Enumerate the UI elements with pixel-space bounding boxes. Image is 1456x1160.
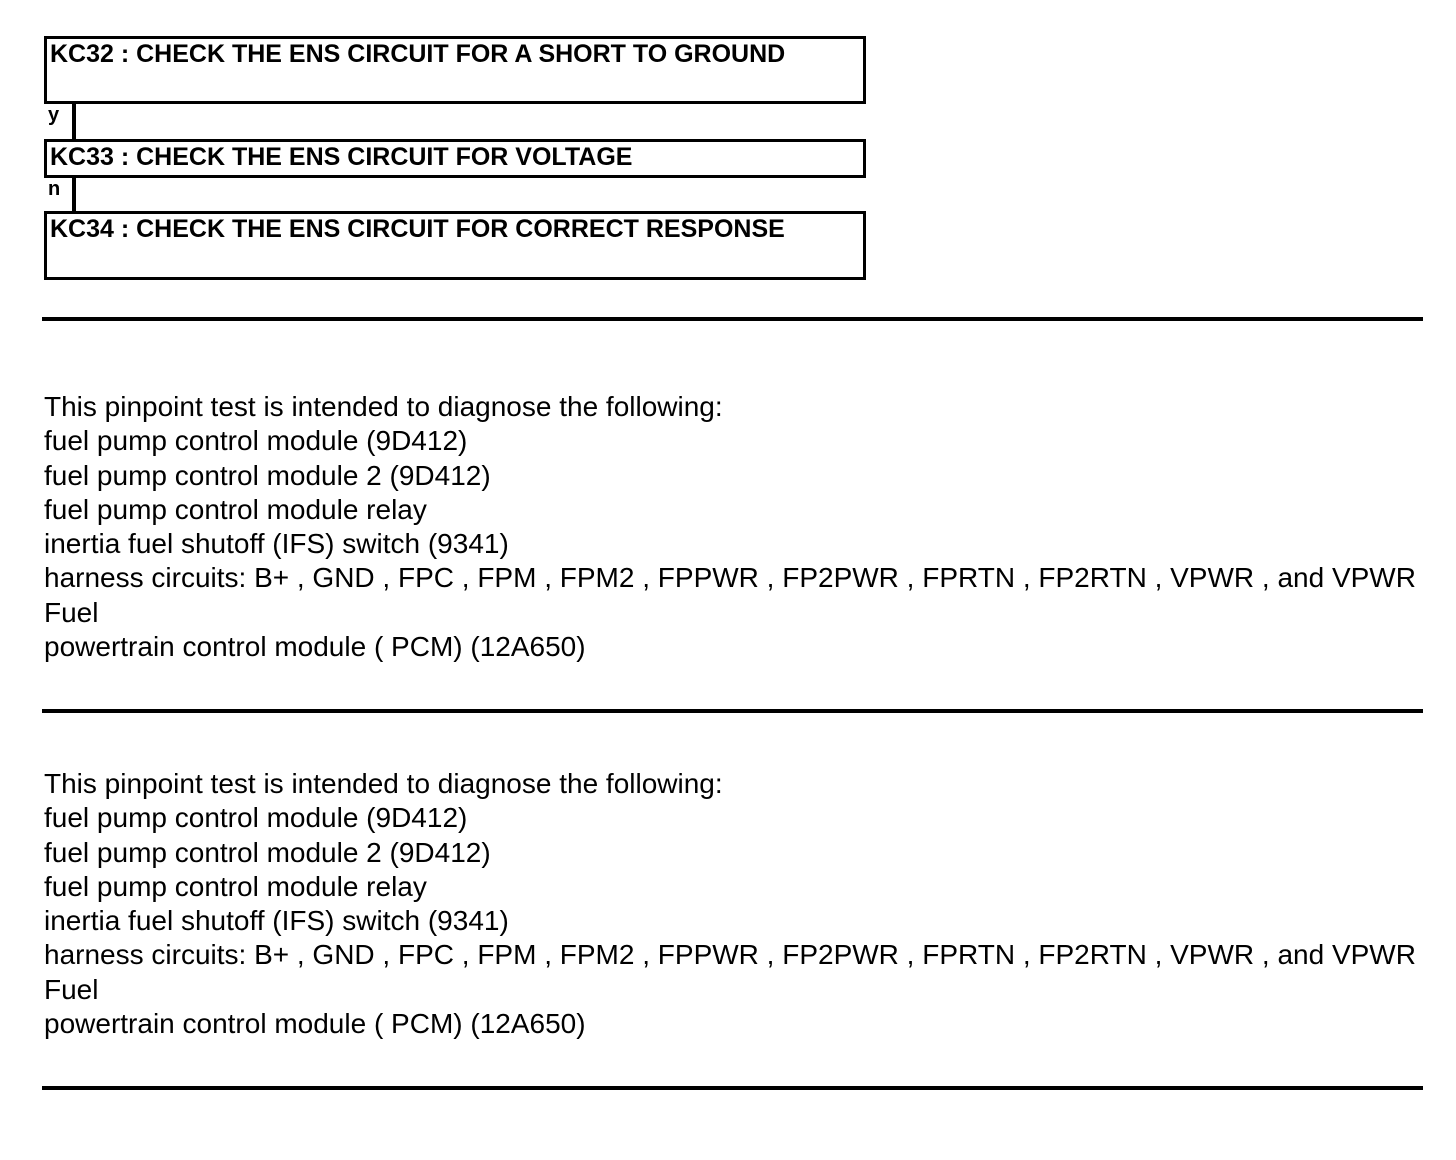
- step-label: KC33 : CHECK THE ENS CIRCUIT FOR VOLTAGE: [50, 143, 633, 171]
- step-box-kc33[interactable]: [44, 139, 866, 178]
- description-item: fuel pump control module relay: [44, 493, 427, 525]
- step-label: KC32 : CHECK THE ENS CIRCUIT FOR A SHORT TO GROUND: [50, 40, 786, 68]
- description-item: fuel pump control module relay: [44, 870, 427, 902]
- flow-connector: [72, 101, 76, 139]
- description-intro: This pinpoint test is intended to diagnose the following:: [44, 391, 723, 422]
- description-item: powertrain control module ( PCM) (12A650): [44, 1008, 586, 1040]
- description-item: inertia fuel shutoff (IFS) switch (9341): [44, 528, 509, 560]
- section-divider: [42, 709, 1423, 713]
- description-item: fuel pump control module 2 (9D412): [44, 836, 491, 868]
- description-item: fuel pump control module (9D412): [44, 425, 468, 457]
- section-divider: [42, 317, 1423, 321]
- description-item: fuel pump control module (9D412): [44, 802, 468, 834]
- description-item: inertia fuel shutoff (IFS) switch (9341): [44, 905, 509, 937]
- branch-label-no: n: [48, 178, 61, 200]
- description-block: [44, 390, 1424, 664]
- step-box-kc34[interactable]: [44, 211, 866, 280]
- step-label: KC34 : CHECK THE ENS CIRCUIT FOR CORRECT RESPONSE: [50, 215, 785, 243]
- description-item: fuel pump control module 2 (9D412): [44, 459, 491, 491]
- description-intro: This pinpoint test is intended to diagnose the following:: [44, 768, 723, 799]
- description-item: harness circuits: B+ , GND , FPC , FPM , FPM2 , FPPWR , FP2PWR , FPRTN , FP2RTN , VPWR , and VPWR Fuel: [44, 562, 1416, 628]
- flow-connector: [72, 175, 76, 211]
- description-block: [44, 767, 1424, 1041]
- description-item: harness circuits: B+ , GND , FPC , FPM , FPM2 , FPPWR , FP2PWR , FPRTN , FP2RTN , VPWR , and VPWR Fuel: [44, 939, 1416, 1005]
- section-divider: [42, 1086, 1423, 1090]
- step-box-kc32[interactable]: [44, 36, 866, 104]
- branch-label-yes: y: [48, 104, 60, 126]
- description-item: powertrain control module ( PCM) (12A650): [44, 631, 586, 663]
